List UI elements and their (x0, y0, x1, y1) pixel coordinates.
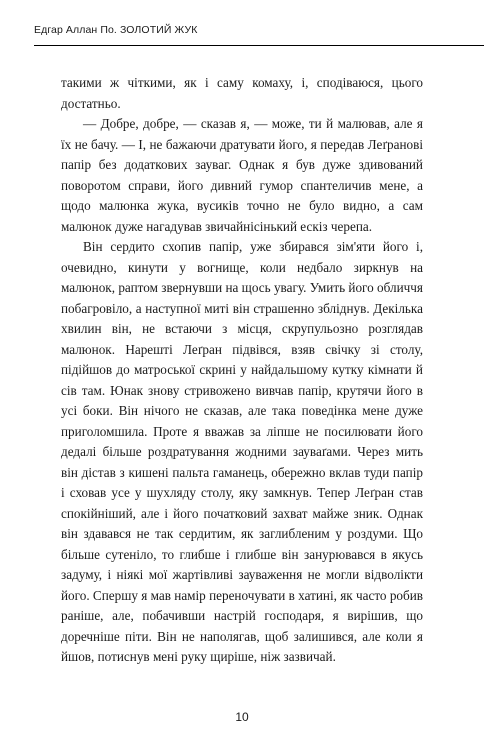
running-head-title: Едгар Аллан По. ЗОЛОТИЙ ЖУК (34, 24, 198, 36)
page-body-text (61, 73, 423, 668)
page-number: 10 (235, 710, 249, 724)
paragraph-2: — Добре, добре, — сказав я, — може, ти й малював, але я їх не бачу. — І, не бажаючи дратувати його, я передав Леґранові папір без додаткових зауваг. Однак я був дуже здивований поворотом справи, його дивний гумор спантеличив мене, а щодо малюнка жука, вусиків точно не було видно, а сам малюнок дуже нагадував звичайнісінький ескіз черепа. (61, 116, 423, 234)
paragraph-1: такими ж чіткими, як і саму комаху, і, сподіваюся, цього достатньо. (61, 75, 423, 111)
header-divider (34, 45, 484, 46)
paragraph-3: Він сердито схопив папір, уже збирався зім'яти його і, очевидно, кинути у вогнище, коли недбало зиркнув на малюнок, раптом звернувши на щось увагу. Умить його обличчя побагровіло, а наступної миті він страшенно збліднув. Декілька хвилин він, не встаючи з місця, скрупульозно розглядав малюнок. Нарешті Леґран підвівся, взяв свічку зі столу, підійшов до матроської скрині у найдальшому кутку кімнати й сів там. Юнак знову стривожено вивчав папір, крутячи його в усі боки. Він нічого не сказав, але така поведінка мене дуже приголомшила. Проте я вважав за ліпше не посилювати його дедалі більше роздратування жодними зауваґами. Через мить він дістав з кишені пальта гаманець, обережно вклав туди папір і сховав усе у шухляду столу, яку замкнув. Тепер Леґран став спокійніший, але і його початковий захват майже зник. Однак він здавався не так сердитим, як заглибленим у роздуми. Що більше сутеніло, то глибше і глибше він занурювався в якусь задуму, і ніякі мої жартівливі зауваження не могли відволікти його. Спершу я мав намір переночувати в хатині, як часто робив раніше, але, побачивши настрій господаря, я вирішив, що доречніше піти. Він не наполягав, щоб залишився, але коли я йшов, потиснув мені руку щиріше, ніж зазвичай. (61, 239, 424, 664)
